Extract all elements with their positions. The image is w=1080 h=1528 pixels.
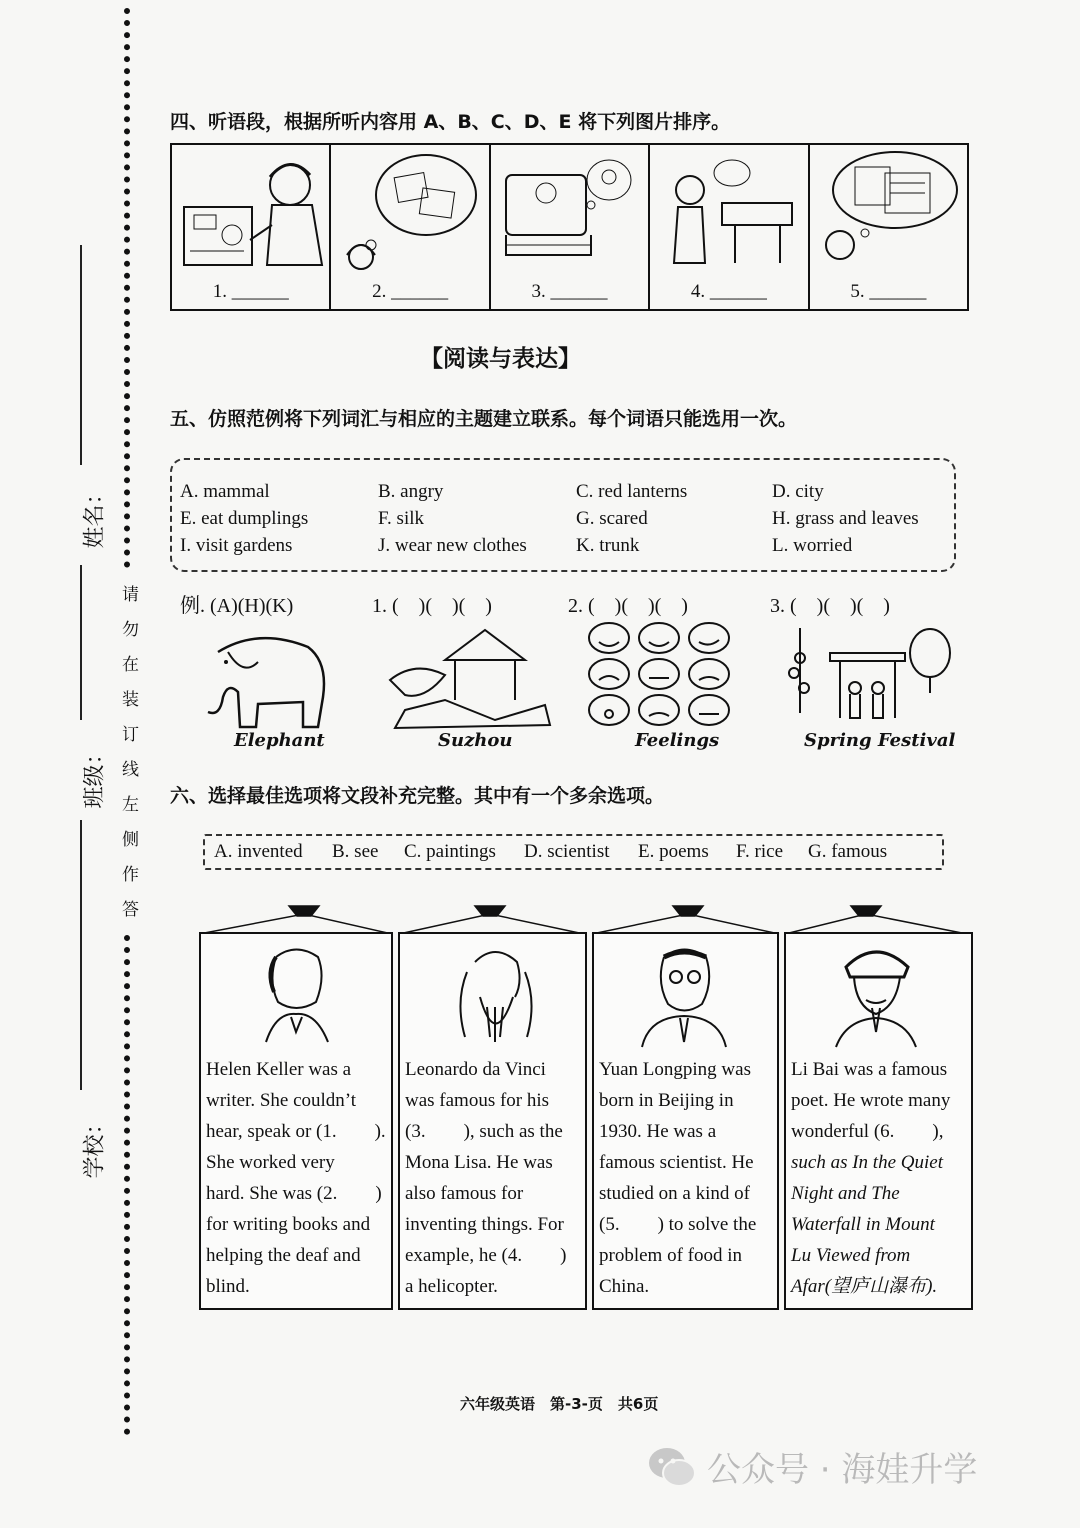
picture-cell-2 — [331, 145, 490, 309]
reading-section-header: 【阅读与表达】 — [420, 346, 581, 372]
girl-thinking-photos-illustration — [331, 145, 486, 275]
answer-example: 例. (A)(H)(K) — [180, 595, 294, 617]
word-option: H. grass and leaves — [772, 508, 919, 529]
child-in-bed-illustration — [491, 145, 646, 275]
passage-text: Leonardo da Vinci was famous for his (3. ), such as the Mona Lisa. He was also famous for inventing things. For example, he (4. ) a helicopter. — [405, 1059, 567, 1297]
wechat-icon — [645, 1443, 699, 1491]
word-option: K. trunk — [576, 535, 640, 556]
fill-option: A. invented — [214, 841, 303, 862]
passage-panel-li-bai — [784, 932, 973, 1310]
binding-dotted-line-bottom — [124, 935, 136, 1435]
answer-blank-2[interactable]: 2. ( )( )( ) — [568, 595, 688, 617]
watermark — [645, 1442, 977, 1491]
caption-elephant: Elephant — [234, 730, 325, 751]
word-option: J. wear new clothes — [378, 535, 527, 556]
helen-keller-portrait — [246, 942, 346, 1047]
yuan-longping-portrait — [634, 942, 734, 1050]
answer-blank-3[interactable]: 3. ( )( )( ) — [770, 595, 890, 617]
da-vinci-portrait — [445, 942, 545, 1050]
word-option: L. worried — [772, 535, 853, 556]
word-option: E. eat dumplings — [180, 508, 309, 529]
passage-text: Helen Keller was a writer. She couldn’t hear, speak or (1. ). She worked very hard. She was (2. ) for writing books and helping the deaf and blind. — [206, 1059, 386, 1297]
boy-at-table-illustration — [650, 145, 805, 275]
blank-1: 1. ______ — [212, 281, 289, 302]
class-label: 班级： — [82, 742, 108, 809]
warning-char: 线 — [122, 760, 139, 780]
passage-panel-yuan-longping — [592, 932, 779, 1310]
blank-3: 3. ______ — [531, 281, 608, 302]
blank-4: 4. ______ — [690, 281, 767, 302]
picture-cell-3 — [491, 145, 650, 309]
caption-spring-festival: Spring Festival — [804, 730, 956, 751]
passage-text: Li Bai was a famous poet. He wrote many wonderful (6. ), such as In the Quiet Night and The Waterfall in Mount Lu Viewed from Afar(望庐山瀑布). — [791, 1059, 951, 1297]
word-option: F. silk — [378, 508, 424, 529]
caption-feelings: Feelings — [635, 730, 720, 751]
word-option: A. mammal — [180, 481, 270, 502]
fill-option: E. poems — [638, 841, 709, 862]
page-footer: 六年级英语 第-3-页 共6页 — [460, 1395, 659, 1413]
li-bai-portrait — [826, 942, 926, 1050]
word-option: G. scared — [576, 508, 648, 529]
picture-cell-1 — [172, 145, 331, 309]
section4-title: 四、听语段，根据所听内容用 A、B、C、D、E 将下列图片排序。 — [170, 111, 731, 133]
warning-char: 侧 — [122, 830, 139, 850]
word-option: B. angry — [378, 481, 444, 502]
boy-with-poster-illustration — [172, 145, 327, 275]
warning-char: 订 — [122, 725, 139, 745]
blank-2: 2. ______ — [372, 281, 449, 302]
binding-dotted-line-top — [124, 8, 136, 568]
warning-char: 作 — [122, 865, 139, 885]
fill-option: B. see — [332, 841, 379, 862]
caption-suzhou: Suzhou — [438, 730, 513, 751]
fill-option: G. famous — [808, 841, 888, 862]
section6-title: 六、选择最佳选项将文段补充完整。其中有一个多余选项。 — [170, 785, 665, 807]
warning-char: 请 — [122, 585, 139, 605]
woman-thinking-letters-illustration — [810, 145, 965, 275]
passage-panel-helen-keller — [199, 932, 393, 1310]
answer-blank-1[interactable]: 1. ( )( )( ) — [372, 595, 492, 617]
class-underline — [80, 565, 82, 720]
suzhou-garden-illustration — [385, 620, 555, 732]
section4-picture-grid — [170, 143, 969, 311]
warning-char: 勿 — [122, 620, 139, 640]
warning-char: 在 — [122, 655, 139, 675]
warning-char: 装 — [122, 690, 139, 710]
school-label: 学校： — [82, 1112, 108, 1179]
passage-panel-da-vinci — [398, 932, 587, 1310]
name-underline — [80, 245, 82, 465]
picture-cell-5 — [810, 145, 967, 309]
passage-text: Yuan Longping was born in Beijing in 1930. He was a famous scientist. He studied on a kind of (5. ) to solve the problem of food in China. — [599, 1059, 757, 1297]
word-option: C. red lanterns — [576, 481, 688, 502]
spring-festival-illustration — [770, 618, 955, 730]
fill-option: D. scientist — [524, 841, 610, 862]
blank-5: 5. ______ — [850, 281, 927, 302]
warning-char: 左 — [122, 795, 139, 815]
word-option: D. city — [772, 481, 824, 502]
feelings-faces-illustration — [585, 620, 737, 728]
fill-option: F. rice — [736, 841, 784, 862]
word-option: I. visit gardens — [180, 535, 293, 556]
fill-option: C. paintings — [404, 841, 496, 862]
section5-title: 五、仿照范例将下列词汇与相应的主题建立联系。每个词语只能选用一次。 — [170, 408, 798, 430]
warning-char: 答 — [122, 900, 139, 920]
watermark-text: 公众号 · 海娃升学 — [707, 1450, 978, 1490]
elephant-illustration — [198, 622, 338, 732]
name-label: 姓名： — [82, 482, 108, 549]
picture-cell-4 — [650, 145, 809, 309]
school-underline — [80, 820, 82, 1090]
